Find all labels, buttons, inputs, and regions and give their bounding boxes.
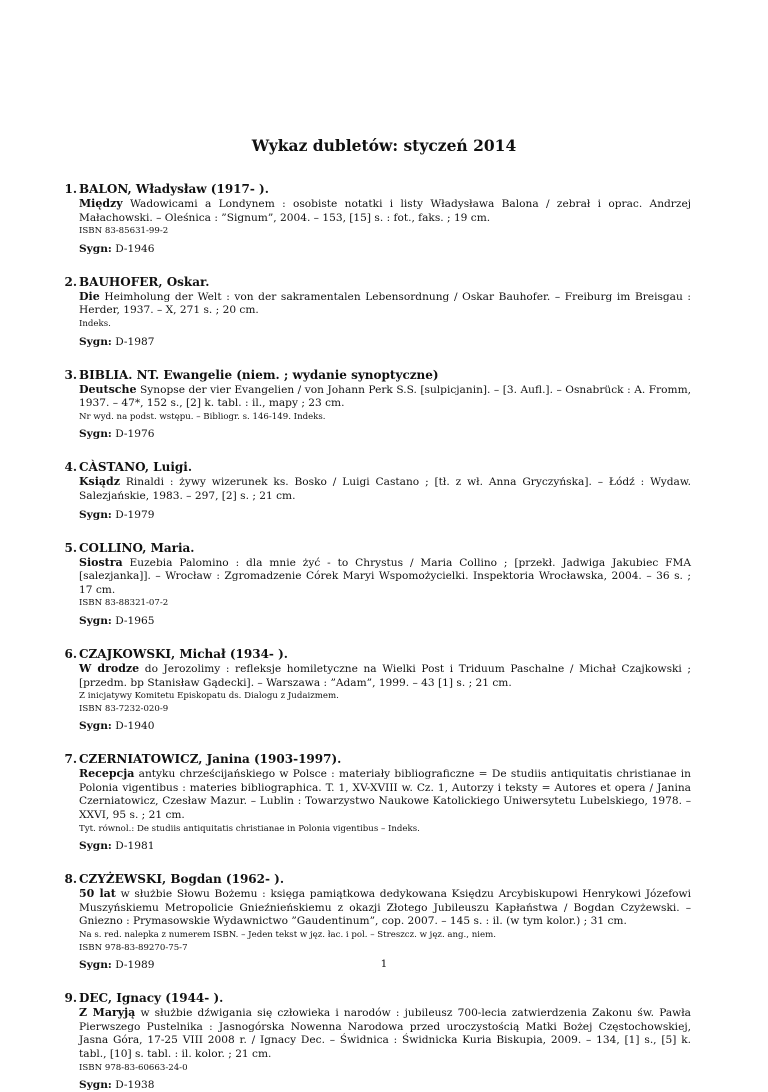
entry-text: Synopse der vier Evangelien / von Johann Perk S.S. [sulpicjanin]. – [3. Aufl.]. – Osnabrück : A. Fromm, 1937. – 47*, 152 s., [2] k. tabl. : il., mapy ; 23 cm. <box>79 383 691 410</box>
entry-note: Indeks. <box>79 318 111 329</box>
list-item <box>64 991 691 1092</box>
entry-number: 1. <box>64 182 77 196</box>
entry-text: Rinaldi : żywy wizerunek ks. Bosko / Luigi Castano ; [tł. z wł. Anna Gryczyńska]. – Łódź : Wydaw. Salezjańskie, 1983. – 297, [2] s. ; 21 cm. <box>79 476 691 502</box>
shelf-mark-value: D-1976 <box>115 428 155 441</box>
shelf-mark <box>79 719 691 733</box>
shelf-mark-value: D-1979 <box>115 508 155 521</box>
shelf-mark-value: D-1989 <box>115 959 155 972</box>
entry-text: Wadowicami a Londynem : osobiste notatki i listy Władysława Balona / zebrał i oprac. Andrzej Małachowski. – Oleśnica : ”Signum”, 2004. – 153, [15] s. : fot., faks. ; 19 cm. <box>79 198 692 224</box>
shelf-mark-value: D-1938 <box>115 1079 155 1092</box>
entry-title-lead: 50 lat <box>79 887 116 901</box>
entry-number: 4. <box>64 460 77 475</box>
entry-title-lead: Die <box>79 289 100 303</box>
list-item <box>64 274 692 349</box>
entry-note: Na s. red. nalepka z numerem ISBN. – Jeden tekst w jęz. łac. i pol. – Streszcz. w jęz. ang., niem. <box>79 930 497 941</box>
entry-heading: BIBLIA. NT. Ewangelie (niem. ; wydanie synoptyczne) <box>79 367 439 382</box>
entry-description <box>79 887 691 929</box>
entry-number: 9. <box>64 991 77 1006</box>
shelf-mark-value: D-1965 <box>115 614 155 627</box>
entry-list <box>64 182 692 1092</box>
entry-title-lead: Deutsche <box>79 382 137 396</box>
entry-heading: BALON, Władysław (1917- ). <box>79 182 269 196</box>
shelf-mark-label: Sygn: <box>79 508 112 521</box>
page-number: 1 <box>380 958 388 970</box>
shelf-mark <box>79 839 691 853</box>
entry-number: 3. <box>64 367 77 382</box>
entry-title-lead: W drodze <box>79 661 140 675</box>
shelf-mark-label: Sygn: <box>79 242 112 255</box>
entry-heading: DEC, Ignacy (1944- ). <box>79 991 224 1006</box>
entry-note: ISBN 978-83-60663-24-0 <box>79 1062 188 1073</box>
shelf-mark-label: Sygn: <box>79 720 112 733</box>
entry-description <box>79 662 691 690</box>
shelf-mark <box>79 614 691 628</box>
entry-note: ISBN 83-88321-07-2 <box>79 598 169 609</box>
entry-heading: CZYŻEWSKI, Bogdan (1962- ). <box>79 872 285 887</box>
shelf-mark-value: D-1946 <box>115 242 155 255</box>
entry-description <box>79 767 691 822</box>
page-title: Wykaz dubletów: styczeń 2014 <box>251 136 517 155</box>
shelf-mark-label: Sygn: <box>79 840 112 853</box>
shelf-mark-label: Sygn: <box>79 959 112 972</box>
entry-title-lead: Między <box>79 197 123 210</box>
list-item <box>64 182 692 256</box>
entry-text: Euzebia Palomino : dla mnie żyć - to Chrystus / Maria Collino ; [przekł. Jadwiga Jakubiec FMA [salezjanka]]. – Wrocław : Zgromadzenie Córek Maryi Wspomożycielki. Inspektoria Wrocławska, 2004. – 36 s. ; 17 cm. <box>79 556 691 596</box>
shelf-mark-value: D-1940 <box>115 720 155 733</box>
entry-description <box>79 383 691 411</box>
list-item <box>64 460 691 521</box>
entry-number: 2. <box>64 274 77 289</box>
list-item <box>64 367 691 442</box>
shelf-mark-value: D-1981 <box>115 840 155 853</box>
shelf-mark <box>79 335 691 349</box>
entry-title-lead: Z Maryją <box>79 1006 136 1020</box>
list-item <box>64 646 691 733</box>
entry-title-lead: Siostra <box>79 555 123 569</box>
list-item <box>64 752 691 853</box>
entry-heading: CZAJKOWSKI, Michał (1934- ). <box>79 646 288 661</box>
entry-description <box>79 290 691 318</box>
entry-number: 6. <box>64 646 77 661</box>
entry-description <box>79 1006 691 1061</box>
entry-number: 7. <box>64 752 77 767</box>
shelf-mark-label: Sygn: <box>79 614 112 627</box>
shelf-mark-label: Sygn: <box>79 335 112 348</box>
entry-note: ISBN 978-83-89270-75-7 <box>79 942 188 953</box>
entry-note: Tyt. równol.: De studiis antiquitatis christianae in Polonia vigentibus – Indeks. <box>79 823 420 834</box>
entry-title-lead: Recepcja <box>79 767 135 781</box>
entry-number: 5. <box>64 540 77 555</box>
shelf-mark <box>79 427 691 441</box>
shelf-mark <box>79 242 691 256</box>
shelf-mark <box>79 508 691 522</box>
entry-number: 8. <box>64 872 77 887</box>
shelf-mark-value: D-1987 <box>115 335 155 348</box>
shelf-mark-label: Sygn: <box>79 1079 112 1092</box>
entry-note: Nr wyd. na podst. wstępu. – Bibliogr. s. 146-149. Indeks. <box>79 411 326 422</box>
entry-note: ISBN 83-7232-020-9 <box>79 703 169 714</box>
entry-text: Heimholung der Welt : von der sakramentalen Lebensordnung / Oskar Bauhofer. – Freiburg im Breisgau : Herder, 1937. – X, 271 s. ; 20 cm. <box>79 290 692 317</box>
entry-heading: BAUHOFER, Oskar. <box>79 274 210 289</box>
entry-note: Z inicjatywy Komitetu Episkopatu ds. Dialogu z Judaizmem. <box>79 691 339 702</box>
entry-title-lead: Ksiądz <box>79 475 120 489</box>
entry-text: do Jerozolimy : refleksje homiletyczne na Wielki Post i Triduum Paschalne / Michał Czajkowski ; [przedm. bp Stanisław Gądecki]. – Warszawa : ”Adam”, 1999. – 43 [1] s. ; 21 cm. <box>79 662 691 689</box>
entry-heading: COLLINO, Maria. <box>79 540 195 555</box>
entry-text: w służbie dźwigania się człowieka i narodów : jubileusz 700-lecia zatwierdzenia Zakonu św. Pawła Pierwszego Pustelnika : Jasnogórska Nowenna Narodowa przed uroczystością Matki Bożej Częstochowskiej, Jasna Góra, 17-25 VIII 2008 r. / Ignacy Dec. – Świdnica : Świdnicka Kuria Biskupia, 2009. – 134, [1] s., [5] k. tabl., [10] s. tabl. : il. kolor. ; 21 cm. <box>79 1007 691 1060</box>
entry-note: ISBN 83-85631-99-2 <box>79 226 169 237</box>
entry-text: antyku chrześcijańskiego w Polsce : materiały bibliograficzne = De studiis antiquitatis christianae in Polonia vigentibus : materies bibliographica. T. 1, XV-XVIII w. Cz. 1, Autorzy i teksty = Autores et opera / Janina Czerniatowicz, Czesław Mazur. – Lublin : Towarzystwo Naukowe Katolickiego Uniwersytetu Lubelskiego, 1978. – XXVI, 95 s. ; 21 cm. <box>79 768 691 822</box>
list-item <box>64 540 691 628</box>
shelf-mark <box>79 1078 691 1092</box>
entry-heading: CÀSTANO, Luigi. <box>79 460 193 475</box>
shelf-mark-label: Sygn: <box>79 428 112 441</box>
entry-description <box>79 197 691 225</box>
entry-heading: CZERNIATOWICZ, Janina (1903-1997). <box>79 752 342 767</box>
entry-description <box>79 475 691 503</box>
entry-description <box>79 556 691 598</box>
entry-text: w służbie Słowu Bożemu : księga pamiątkowa dedykowana Księdzu Arcybiskupowi Henrykowi Józefowi Muszyńskiemu Metropolicie Gnieźnieńskiemu z okazji Złotego Jubileuszu Kapłaństwa / Bogdan Czyżewski. – Gniezno : Prymasowskie Wydawnictwo ”Gaudentinum”, cop. 2007. – 145 s. : il. (w tym kolor.) ; 31 cm. <box>79 888 691 928</box>
